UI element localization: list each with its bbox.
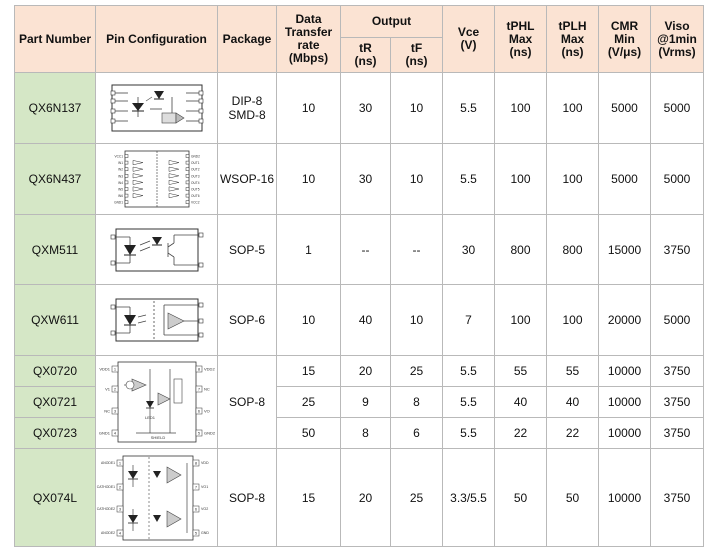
header-data-rate-line4: (Mbps) [288,51,329,65]
pin-marker [186,161,189,164]
header-tphl-line3: (ns) [509,44,532,59]
header-tplh-line2: Max [560,31,585,46]
pin-label: VCC1 [113,154,123,159]
header-cmr-line1: CMR [610,18,639,33]
tplh-cell: 800 [547,215,599,285]
pin-marker [186,174,189,177]
pin-label: GND1 [98,430,110,436]
buffer-gate-icon [133,180,143,184]
header-pin-configuration: Pin Configuration [96,6,218,73]
viso-cell: 3750 [651,449,704,547]
tf-cell: 25 [391,449,443,547]
viso-cell: 3750 [651,418,704,449]
pin-marker [125,201,128,204]
tf-cell: 10 [391,285,443,356]
tr-cell: 40 [341,285,391,356]
pin-label: IN3 [117,174,123,179]
data-rate-cell: 15 [277,356,341,387]
pin-configuration-diagram [96,144,218,215]
pin-marker [186,194,189,197]
pin-label: VDD1 [98,366,110,372]
pin-number: 5 [194,530,197,535]
part-number-cell: QXW611 [15,285,96,356]
package-line2: SMD-8 [228,108,266,122]
data-rate-cell: 1 [277,215,341,285]
tr-cell: 20 [341,449,391,547]
pin-label: ANODE2 [100,530,115,535]
tphl-cell: 50 [495,449,547,547]
pin-number: 7 [197,386,200,392]
buffer-gate-icon [133,174,143,178]
header-viso-line1: Viso [664,18,690,33]
pin-label: CATHODE1 [96,484,115,489]
header-cmr-line2: Min [614,31,635,46]
pin-label: VO2 [200,506,208,511]
pin-label: VO [203,408,210,414]
package-cell: SOP-8 [218,449,277,547]
pin-marker [186,181,189,184]
header-tf-line2: (ns) [405,54,428,68]
buffer-gate-icon [133,160,143,164]
tr-cell: -- [341,215,391,285]
tphl-cell: 800 [495,215,547,285]
header-package: Package [218,6,277,73]
pin-label: ANODE1 [100,460,115,465]
pin-configuration-diagram [96,285,218,356]
pin-number: 1 [113,366,116,372]
buffer-gates [133,160,179,197]
pin-label: GND2 [190,154,200,159]
buffer-gate-icon [133,167,143,171]
header-tplh-line1: tPLH [558,18,587,33]
tf-cell: 10 [391,73,443,144]
viso-cell: 3750 [651,215,704,285]
pin-label: IN2 [117,167,123,172]
pin-marker [186,188,189,191]
qx074l-schematic [96,453,213,543]
table-row [15,449,704,547]
header-tplh-line3: (ns) [561,44,584,59]
cmr-cell: 10000 [599,356,651,387]
pin-labels-left [114,155,128,205]
pin-label: VO1 [200,484,208,489]
tplh-cell: 50 [547,449,599,547]
header-viso [651,6,704,73]
header-tf [391,38,443,73]
header-output: Output [341,6,443,38]
viso-cell: 5000 [651,144,704,215]
viso-cell: 5000 [651,285,704,356]
tplh-cell: 100 [547,73,599,144]
header-vce-line2: (V) [460,38,477,52]
qx072x-schematic [98,359,215,445]
pin-label: NC [103,408,110,414]
vce-cell: 5.5 [443,418,495,449]
viso-cell: 5000 [651,73,704,144]
header-tf-line1: tF [410,41,423,55]
tplh-cell: 22 [547,418,599,449]
pin-label: GND [200,530,209,535]
tphl-cell: 100 [495,144,547,215]
qxm511-schematic [110,225,204,275]
header-data-rate-line1: Data [295,12,322,26]
buffer-gate-icon [169,160,179,164]
header-viso-line3: (Vrms) [658,44,696,59]
header-tr-line2: (ns) [354,54,377,68]
header-cmr [599,6,651,73]
pin-label: IN6 [117,194,123,199]
buffer-gate-icon [169,193,179,197]
package-cell: SOP-8 [218,356,277,449]
pin-label: OUT5 [190,187,200,192]
vce-cell: 3.3/5.5 [443,449,495,547]
part-number-cell: QX074L [15,449,96,547]
tr-cell: 20 [341,356,391,387]
shield-label: SHIELD [150,435,165,440]
cmr-cell: 10000 [599,418,651,449]
header-tphl-line2: Max [508,31,533,46]
pin-label: V1 [104,386,110,392]
buffer-gate-icon [169,187,179,191]
pin-marker [186,168,189,171]
package-cell: WSOP-16 [218,144,277,215]
tphl-cell: 22 [495,418,547,449]
pin-marker [125,181,128,184]
part-number-cell: QXM511 [15,215,96,285]
pin-label: GND2 [203,430,215,436]
vce-cell: 5.5 [443,387,495,418]
cmr-cell: 10000 [599,449,651,547]
pin-label: OUT4 [190,180,200,185]
table-row [15,73,704,144]
pin-number: 8 [197,366,200,372]
tplh-cell: 100 [547,285,599,356]
qx6n437-schematic [103,149,211,209]
vce-cell: 5.5 [443,356,495,387]
data-rate-cell: 15 [277,449,341,547]
pin-number: 4 [113,430,116,436]
header-vce [443,6,495,73]
package-cell: SOP-5 [218,215,277,285]
pin-label: OUT6 [190,194,200,199]
pin-configuration-diagram [96,73,218,144]
part-number-cell: QX0720 [15,356,96,387]
led-label: LED1 [144,415,155,420]
table-row [15,356,704,387]
pin-number: 5 [197,430,200,436]
data-rate-cell: 50 [277,418,341,449]
pin-marker [186,155,189,158]
pin-configuration-diagram [96,449,218,547]
vce-cell: 7 [443,285,495,356]
pin-configuration-diagram [96,215,218,285]
pin-label: NC [203,386,210,392]
part-number-cell: QX6N437 [15,144,96,215]
pin-marker [186,201,189,204]
pin-label: IN1 [117,161,123,166]
header-data-rate-line3: rate [297,38,320,52]
header-viso-line2: @1min [657,31,697,46]
tphl-cell: 40 [495,387,547,418]
buffer-gate-icon [169,174,179,178]
data-rate-cell: 25 [277,387,341,418]
pin-label: VDD2 [203,366,215,372]
vce-cell: 5.5 [443,73,495,144]
tr-cell: 8 [341,418,391,449]
pin-label: VCC2 [190,200,200,205]
part-number-cell: QX6N137 [15,73,96,144]
table-row [15,215,704,285]
buffer-gate-icon [169,180,179,184]
tphl-cell: 100 [495,285,547,356]
buffer-gate-icon [133,193,143,197]
part-number-cell: QX0721 [15,387,96,418]
pin-label: GND1 [113,200,123,205]
pin-label: OUT2 [190,167,200,172]
table-row [15,285,704,356]
tr-cell: 30 [341,144,391,215]
viso-cell: 3750 [651,387,704,418]
tplh-cell: 100 [547,144,599,215]
part-number-cell: QX0723 [15,418,96,449]
tr-cell: 9 [341,387,391,418]
table-row [15,144,704,215]
header-vce-line1: Vce [457,25,480,39]
header-tphl [495,6,547,73]
tf-cell: 25 [391,356,443,387]
vce-cell: 5.5 [443,144,495,215]
tf-cell: 8 [391,387,443,418]
tplh-cell: 40 [547,387,599,418]
qxw611-schematic [110,295,204,345]
cmr-cell: 15000 [599,215,651,285]
data-rate-cell: 10 [277,144,341,215]
header-tplh [547,6,599,73]
tplh-cell: 55 [547,356,599,387]
pin-number: 2 [118,484,121,489]
pin-labels-left [96,460,122,536]
header-tphl-line1: tPHL [506,18,535,33]
pin-marker [125,174,128,177]
pin-marker [125,161,128,164]
pin-marker [125,155,128,158]
package-cell: SOP-6 [218,285,277,356]
pin-marker [125,194,128,197]
tphl-cell: 100 [495,73,547,144]
header-tr [341,38,391,73]
data-rate-cell: 10 [277,285,341,356]
pin-label: OUT3 [190,174,200,179]
package-line1: DIP-8 [231,94,263,108]
pin-label: IN4 [117,180,123,185]
header-data-rate [277,6,341,73]
pin-label: OUT1 [190,161,200,166]
buffer-gate-icon [133,187,143,191]
cmr-cell: 10000 [599,387,651,418]
tf-cell: 6 [391,418,443,449]
qx6n137-schematic [110,83,204,133]
pin-number: 3 [113,408,116,414]
cmr-cell: 5000 [599,144,651,215]
tf-cell: 10 [391,144,443,215]
pin-labels-right [193,460,209,536]
cmr-cell: 20000 [599,285,651,356]
pin-number: 6 [194,506,197,511]
buffer-gate-icon [169,167,179,171]
pin-label: VDD [200,460,209,465]
package-cell [218,73,277,144]
pin-number: 4 [118,530,121,535]
pin-number: 3 [118,506,121,511]
pin-labels-left [98,366,117,436]
cmr-cell: 5000 [599,73,651,144]
pin-number: 8 [194,460,197,465]
pin-labels-right [196,366,216,436]
data-rate-cell: 10 [277,73,341,144]
header-data-rate-line2: Transfer [284,25,333,39]
tf-cell: -- [391,215,443,285]
pin-labels-right [186,155,200,205]
tr-cell: 30 [341,73,391,144]
pin-label: IN5 [117,187,123,192]
pin-label: CATHODE2 [96,506,115,511]
pin-marker [125,188,128,191]
pin-configuration-diagram [96,356,218,449]
pin-number: 6 [197,408,200,414]
tphl-cell: 55 [495,356,547,387]
pin-number: 1 [118,460,121,465]
pin-number: 2 [113,386,116,392]
viso-cell: 3750 [651,356,704,387]
header-part-number: Part Number [15,6,96,73]
header-cmr-line3: (V/μs) [607,44,642,59]
pin-marker [125,168,128,171]
pin-number: 7 [194,484,197,489]
header-tr-line1: tR [359,41,372,55]
optocoupler-spec-table [14,5,704,547]
vce-cell: 30 [443,215,495,285]
